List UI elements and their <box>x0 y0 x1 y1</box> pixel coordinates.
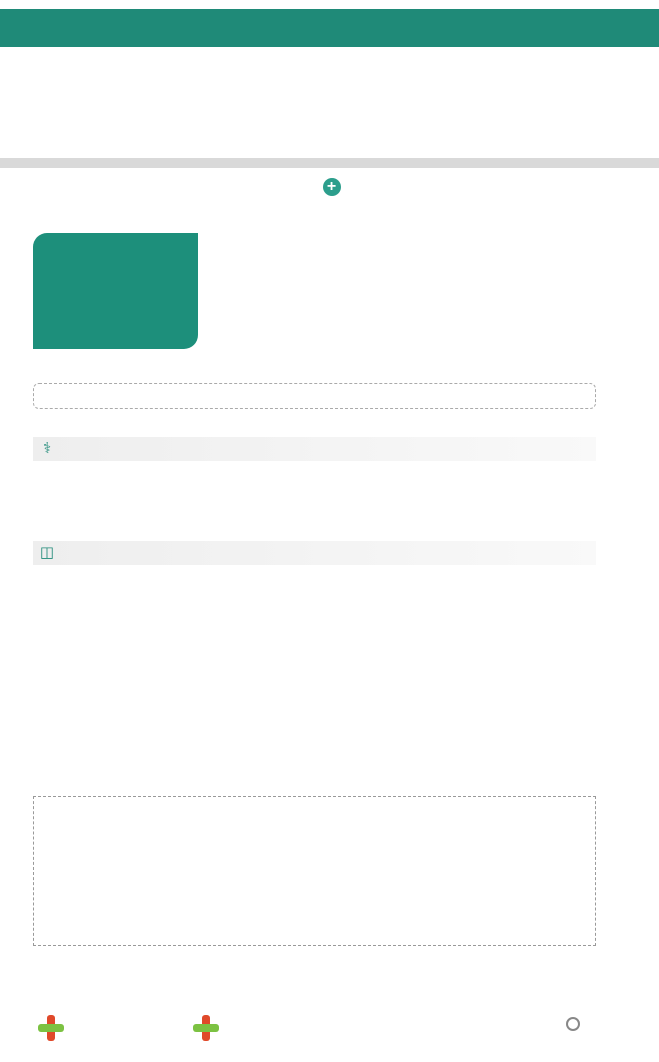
result-intro-message <box>33 383 596 409</box>
footer-logos <box>38 1015 638 1055</box>
explanation-section-header <box>33 437 596 461</box>
gc-genome-logo <box>38 1015 68 1041</box>
gc-cross-icon <box>38 1015 64 1041</box>
plus-icon: + <box>323 178 341 196</box>
cap-accredited-logo <box>543 1017 603 1053</box>
report-title <box>0 9 659 47</box>
brand-header <box>0 170 659 204</box>
cancer-risk-screen-logo <box>0 170 659 202</box>
cap-seal-icon <box>566 1017 580 1031</box>
header-divider <box>0 158 659 168</box>
stethoscope-icon: ⚕ <box>42 440 52 457</box>
product-card <box>33 233 198 349</box>
signers <box>0 996 659 1007</box>
patient-summary-header <box>0 52 659 155</box>
gc-labs-logo <box>193 1015 223 1041</box>
summary-section-header <box>33 541 596 565</box>
gc-cross-icon <box>193 1015 219 1041</box>
medical-kit-icon: ◫ <box>39 544 55 561</box>
result-notes <box>33 796 596 946</box>
